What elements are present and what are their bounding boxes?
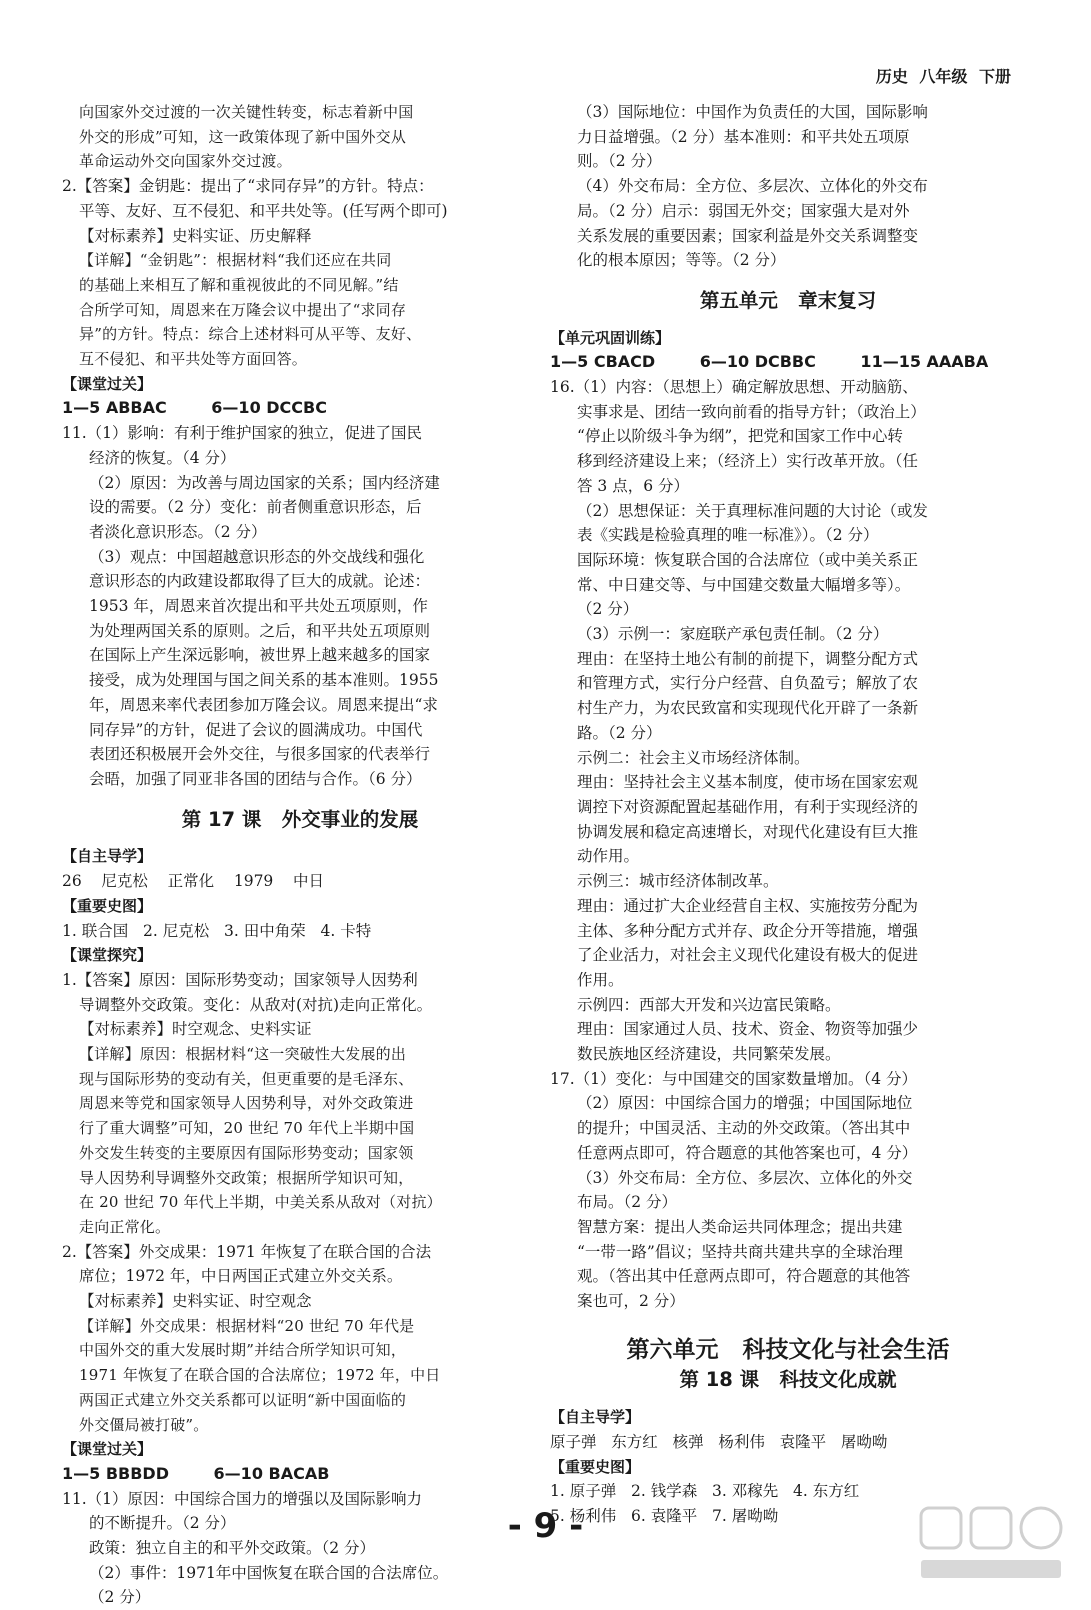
q16-line: 理由：坚持社会主义基本制度，使市场在国家宏观	[577, 773, 919, 792]
e2-detail-line: 中国外交的重大发展时期”并结合所学知识可知，	[79, 1341, 407, 1360]
q11b-line: 11.（1）原因：中国综合国力的增强以及国际影响力	[62, 1489, 423, 1508]
q2-literacy: 【对标素养】史料实证、历史解释	[79, 226, 312, 245]
q11-line: 接受，成为处理国与国之间关系的基本准则。1955	[89, 671, 439, 690]
q11b-line: （2 分）	[89, 1588, 151, 1607]
q17-line: 17.（1）变化：与中国建交的国家数量增加。（4 分）	[550, 1069, 918, 1088]
q11-line: 在国际上产生深远影响，被世界上越来越多的国家	[89, 646, 431, 665]
q16-line: 示例四：西部大开发和兴边富民策略。	[577, 995, 841, 1014]
q2-detail-line: 异”的方针。特点：综合上述材料可从平等、友好、	[79, 325, 422, 344]
section-heading: 【重要史图】	[550, 1457, 641, 1476]
q11-line: （3）观点：中国超越意识形态的外交战线和强化	[89, 547, 425, 566]
q16-line: 16.（1）内容：（思想上）确定解放思想、开动脑筋、	[550, 378, 918, 397]
q17-line: 任意两点即可，符合题意的其他答案也可，4 分）	[577, 1143, 918, 1162]
text-line: 则。（2 分）	[577, 152, 662, 171]
e1-literacy: 【对标素养】时空观念、史料实证	[79, 1020, 312, 1039]
text-line: （3）国际地位：中国作为负责任的大国，国际影响	[577, 103, 928, 121]
page-header: 历史 八年级 下册	[875, 67, 1011, 86]
answer-line: 1—5 CBACD 6—10 DCBBC 11—15 AAABA	[550, 352, 989, 372]
lesson-title: 第 17 课 外交事业的发展	[181, 807, 419, 831]
e2-literacy: 【对标素养】史料实证、时空观念	[79, 1292, 312, 1311]
e1-detail-line: 外交发生转变的主要原因有国际形势变动；国家领	[79, 1143, 414, 1162]
text-line: 力日益增强。（2 分）基本准则：和平共处五项原	[577, 127, 910, 146]
q16-line: 实事求是、团结一致向前看的指导方针；（政治上）	[577, 402, 926, 421]
q11-line: 同存异”的方针，促进了会议的圆满成功。中国代	[89, 720, 423, 739]
watermark-logo-icon	[911, 1500, 1071, 1590]
e2-detail-line: 1971 年恢复了在联合国的合法席位；1972 年，中日	[79, 1366, 441, 1385]
q2-detail-line: 的基础上来相互了解和重视彼此的不同见解。”结	[79, 275, 399, 294]
section-heading: 【重要史图】	[62, 896, 153, 915]
lesson-title: 第 18 课 科技文化成就	[679, 1368, 897, 1392]
q16-line: （2）思想保证：关于真理标准问题的大讨论（或发	[577, 501, 928, 520]
q11-line: 设的需要。（2 分）变化：前者侧重意识形态，后	[89, 498, 422, 517]
q17-line: 观。（答出其中任意两点即可，符合题意的其他答	[577, 1267, 911, 1286]
q16-line: 常、中日建交等、与中国建交数量大幅增多等）。	[577, 575, 911, 594]
q2-detail-line: 【详解】“金钥匙”：根据材料“我们还应在共同	[79, 251, 392, 270]
e2-detail-line: 外交僵局被打破”。	[79, 1415, 209, 1434]
q16-line: “停止以阶级斗争为纲”，把党和国家工作中心转	[577, 427, 903, 446]
text-line: 向国家外交过渡的一次关键性转变，标志着新中国	[79, 103, 414, 121]
q16-line: 示例三：城市经济体制改革。	[577, 872, 779, 891]
q11-line: （2）原因：为改善与周边国家的关系；国内经济建	[89, 473, 440, 492]
q16-line: 答 3 点，6 分）	[577, 476, 690, 495]
e1-detail-line: 走向正常化。	[79, 1217, 171, 1236]
answer-line: 5. 杨利伟 6. 袁隆平 7. 屠呦呦	[550, 1506, 779, 1525]
e1-detail-line: 在 20 世纪 70 年代上半期，中美关系从敌对（对抗）	[79, 1193, 442, 1212]
section-heading: 【单元巩固训练】	[550, 328, 671, 347]
q17-line: 案也可，2 分）	[577, 1292, 685, 1311]
q11-line: 经济的恢复。（4 分）	[89, 448, 236, 467]
page-number: - 9 -	[507, 1506, 584, 1546]
q2-answer: 2.【答案】金钥匙：提出了“求同存异”的方针。特点：	[62, 177, 434, 196]
q11-line: 者淡化意识形态。（2 分）	[89, 522, 267, 541]
section-heading: 【课堂过关】	[62, 1440, 153, 1459]
answer-line: 1. 原子弹 2. 钱学森 3. 邓稼先 4. 东方红	[550, 1482, 860, 1501]
q16-line: 理由：国家通过人员、技术、资金、物资等加强少	[577, 1020, 919, 1039]
q17-line: 智慧方案：提出人类命运共同体理念；提出共建	[577, 1217, 903, 1236]
e1-detail-line: 【详解】原因：根据材料“这一突破性大发展的出	[79, 1045, 407, 1064]
q11-line: 年，周恩来率代表团参加万隆会议。周恩来提出“求	[89, 695, 438, 714]
answer-line: 原子弹 东方红 核弹 杨利伟 袁隆平 屠呦呦	[550, 1432, 888, 1451]
e1-detail-line: 行了重大调整”可知，20 世纪 70 年代上半期中国	[79, 1119, 415, 1138]
e1-answer-line: 1.【答案】原因：国际形势变动；国家领导人因势利	[62, 970, 418, 989]
text-line: 关系发展的重要因素；国家利益是外交关系调整变	[577, 226, 919, 245]
q11-line: 11.（1）影响：有利于维护国家的独立，促进了国民	[62, 424, 423, 443]
q16-line: 理由：在坚持土地公有制的前提下，调整分配方式	[577, 649, 919, 668]
answer-line: 1. 联合国 2. 尼克松 3. 田中角荣 4. 卡特	[62, 921, 372, 940]
q16-line: 数民族地区经济建设，共同繁荣发展。	[577, 1045, 841, 1064]
q11b-line: 的不断提升。（2 分）	[89, 1514, 236, 1533]
e1-detail-line: 周恩来等党和国家领导人因势利导，对外交政策进	[79, 1094, 414, 1113]
q17-line: “一带一路”倡议；坚持共商共建共享的全球治理	[577, 1242, 903, 1261]
e2-answer-line: 2.【答案】外交成果：1971 年恢复了在联合国的合法	[62, 1242, 432, 1261]
q11b-line: 政策：独立自主的和平外交政策。（2 分）	[89, 1539, 376, 1558]
q11-line: 会晤，加强了同亚非各国的团结与合作。（6 分）	[89, 769, 422, 788]
q16-line: 理由：通过扩大企业经营自主权、实施按劳分配为	[577, 896, 919, 915]
text-line: （4）外交布局：全方位、多层次、立体化的外交布	[577, 177, 928, 196]
section-heading: 【自主导学】	[550, 1408, 641, 1427]
q16-line: 主体、多种分配方式并存、政企分开等措施，增强	[577, 921, 919, 940]
q16-line: （2 分）	[577, 600, 639, 619]
q16-line: 表《实践是检验真理的唯一标准》）。（2 分）	[577, 526, 879, 545]
text-line: 革命运动外交向国家外交过渡。	[79, 152, 292, 171]
q17-line: 布局。（2 分）	[577, 1193, 678, 1212]
q11-line: 为处理两国关系的原则。之后，和平共处五项原则	[89, 621, 431, 640]
section-heading: 【课堂过关】	[62, 374, 153, 393]
e2-detail-line: 两国正式建立外交关系都可以证明“新中国面临的	[79, 1390, 407, 1409]
q16-line: 了企业活力，对社会主义现代化建设有极大的促进	[577, 946, 919, 965]
q16-line: 和管理方式，实行分户经营、自负盈亏；解放了农	[577, 674, 919, 693]
q16-line: 示例二：社会主义市场经济体制。	[577, 748, 810, 767]
q11b-line: （2）事件：1971年中国恢复在联合国的合法席位。	[89, 1563, 449, 1582]
q11-line: 表团还积极展开会外交往，与很多国家的代表举行	[89, 745, 431, 764]
q16-line: 动作用。	[577, 847, 640, 866]
e2-answer-line: 席位；1972 年，中日两国正式建立外交关系。	[79, 1267, 403, 1286]
left-column	[62, 100, 538, 1610]
unit-review-title: 第五单元 章末复习	[699, 288, 877, 312]
q11-line: 1953 年，周恩来首次提出和平共处五项原则，作	[89, 597, 428, 616]
unit-title: 第六单元 科技文化与社会生活	[626, 1336, 950, 1363]
q16-line: 调控下对资源配置起基础作用，有利于实现经济的	[577, 797, 919, 816]
q16-line: 路。（2 分）	[577, 723, 662, 742]
answer-line: 1—5 ABBAC 6—10 DCCBC	[62, 398, 327, 418]
q16-line: 移到经济建设上来；（经济上）实行改革开放。（任	[577, 452, 919, 471]
q17-line: （2）原因：中国综合国力的增强；中国国际地位	[577, 1094, 913, 1113]
q11-line: 意识形态的内政建设都取得了巨大的成就。论述：	[89, 572, 431, 591]
e1-detail-line: 导人因势利导调整外交政策；根据所学知识可知，	[79, 1168, 414, 1187]
text-line: 化的根本原因；等等。（2 分）	[577, 251, 786, 270]
q16-line: 村生产力，为农民致富和实现现代化开辟了一条新	[577, 699, 919, 718]
q16-line: （3）示例一：家庭联产承包责任制。（2 分）	[577, 625, 889, 644]
q16-line: 国际环境：恢复联合国的合法席位（或中美关系正	[577, 550, 919, 569]
q16-line: 作用。	[577, 970, 624, 989]
answer-line: 26 尼克松 正常化 1979 中日	[62, 872, 325, 891]
section-heading: 【课堂探究】	[62, 946, 153, 965]
e1-answer-line: 导调整外交政策。变化：从敌对(对抗)走向正常化。	[79, 995, 433, 1014]
q17-line: （3）外交布局：全方位、多层次、立体化的外交	[577, 1168, 913, 1187]
e1-detail-line: 现与国际形势的变动有关，但更重要的是毛泽东、	[79, 1069, 414, 1088]
q2-detail-line: 互不侵犯、和平共处等方面回答。	[79, 350, 308, 369]
text-line: 局。（2 分）启示：弱国无外交；国家强大是对外	[577, 201, 910, 220]
section-heading: 【自主导学】	[62, 847, 153, 866]
q2-detail-line: 合所学可知，周恩来在万隆会议中提出了“求同存	[79, 300, 407, 319]
text-line: 外交的形成”可知，这一政策体现了新中国外交从	[79, 127, 407, 146]
right-column	[550, 100, 1026, 1529]
q16-line: 协调发展和稳定高速增长，对现代化建设有巨大推	[577, 822, 919, 841]
q17-line: 的提升；中国灵活、主动的外交政策。（答出其中	[577, 1119, 911, 1138]
answer-line: 1—5 BBBDD 6—10 BACAB	[62, 1463, 330, 1483]
e2-detail-line: 【详解】外交成果：根据材料“20 世纪 70 年代是	[79, 1316, 415, 1335]
text-line: 平等、友好、互不侵犯、和平共处等。(任写两个即可)	[79, 201, 448, 220]
